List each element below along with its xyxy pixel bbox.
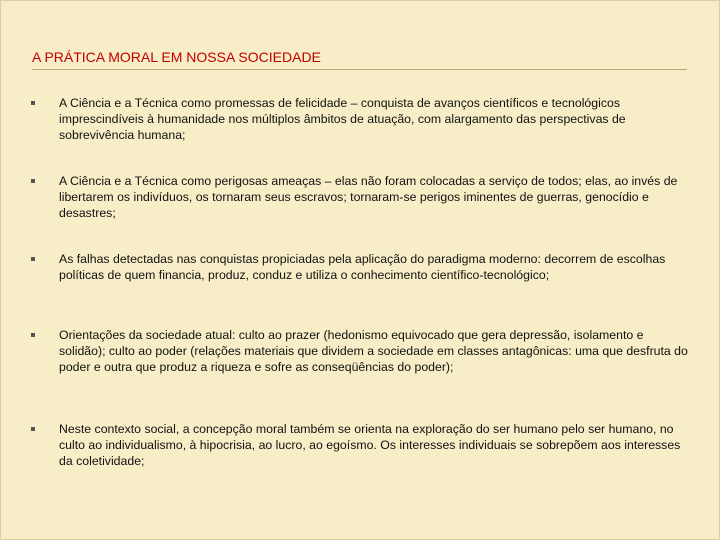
bullet-text: A Ciência e a Técnica como promessas de felicidade – conquista de avanços científicos e tecnológicos imprescindíveis à humanidade nos múltiplos âmbitos de atuação, com alargamento das perspectivas de sobrevivência humana; [59, 96, 626, 142]
bullet-icon [31, 257, 35, 261]
bullet-text: Neste contexto social, a concepção moral também se orienta na exploração do ser humano pelo ser humano, no culto ao individualismo, à hipocrisia, ao lucro, ao egoísmo. Os interesses individuais se sobrepõem aos interesses da coletividade; [59, 422, 681, 468]
slide-title: A PRÁTICA MORAL EM NOSSA SOCIEDADE [32, 49, 321, 65]
bullet-text: Orientações da sociedade atual: culto ao prazer (hedonismo equivocado que gera depressão, isolamento e solidão); culto ao poder (relações materiais que dividem a sociedade em classes antagônicas: uma que desfruta do poder e outra que produz a riqueza e sofre as conseqüências do poder); [59, 328, 688, 374]
title-divider [32, 69, 687, 70]
bullet-text: As falhas detectadas nas conquistas propiciadas pela aplicação do paradigma moderno: decorrem de escolhas políticas de quem financia, produz, conduz e utiliza o conhecimento científico-tecnológico; [59, 252, 666, 282]
bullet-icon [31, 333, 35, 337]
bullet-icon [31, 179, 35, 183]
bullet-icon [31, 427, 35, 431]
bullet-text: A Ciência e a Técnica como perigosas ameaças – elas não foram colocadas a serviço de todos; elas, ao invés de libertarem os indivíduos, os tornaram seus escravos; tornaram-se perigos iminentes de guerras, genocídio e desastres; [59, 174, 678, 220]
bullet-icon [31, 101, 35, 105]
